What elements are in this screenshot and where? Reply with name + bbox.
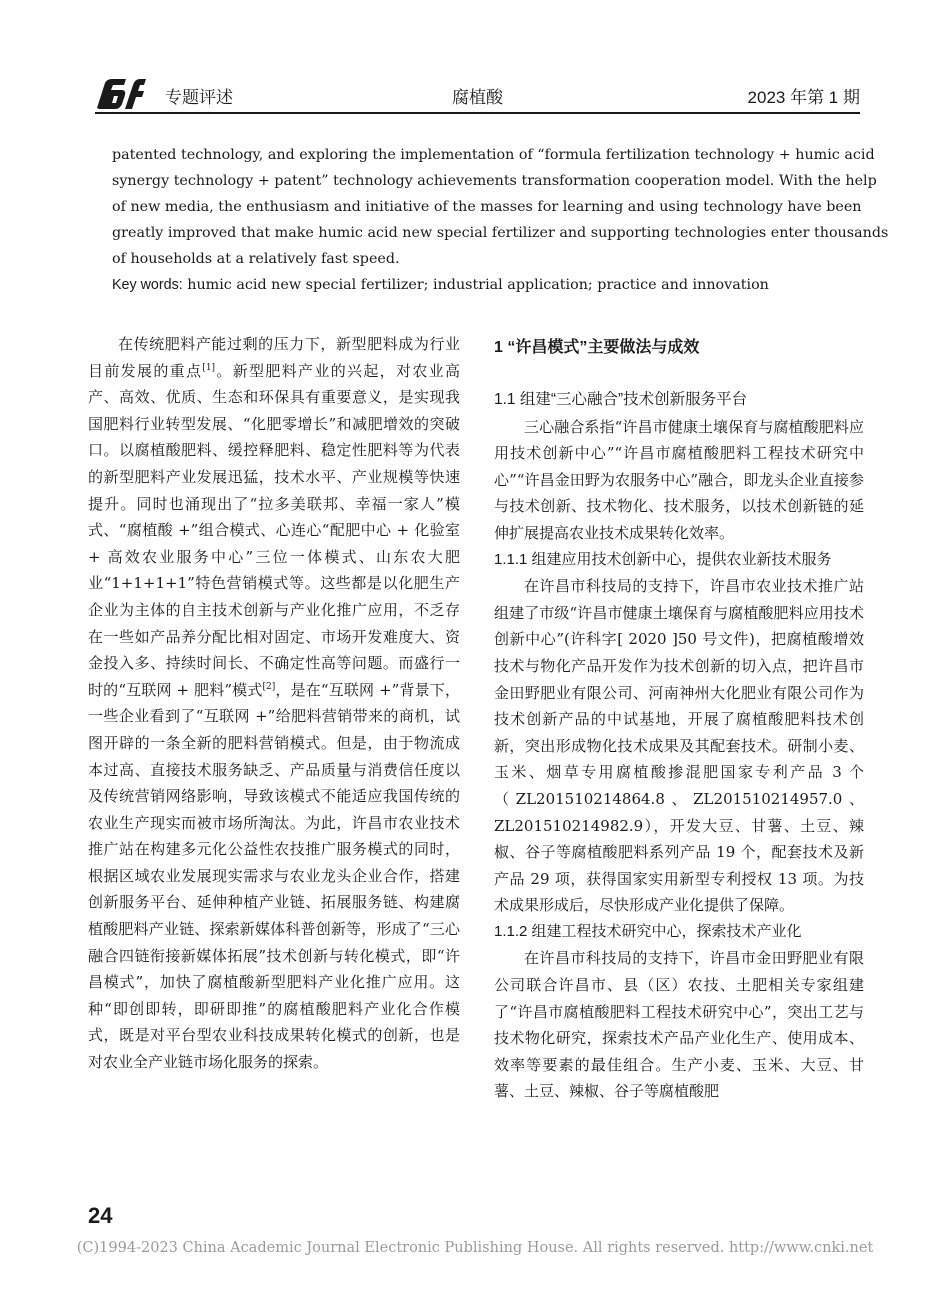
subsubsection-heading: 1.1.2 组建工程技术研究中心，探索技术产业化 [494,922,802,940]
abstract-line: patented technology, and exploring the implementation of “formula fertilization technology + humic acid [112,147,875,163]
left-column [88,331,460,1076]
keywords [112,272,840,298]
header-divider [95,112,860,114]
running-header [95,74,860,114]
keywords-label: Key words: [112,277,183,293]
abstract-line: of new media, the enthusiasm and initiative of the masses for learning and using technology have been [112,199,862,215]
keywords-text: humic acid new special fertilizer; industrial application; practice and innovation [182,277,769,293]
subsubsection-heading: 1.1.1 组建应用技术创新中心，提供农业新技术服务 [494,550,832,568]
page-number: 24 [88,1203,113,1228]
body-text: 。新型肥料产业的兴起，对农业高产、高效、优质、生态和环保具有重要意义，是实现我国肥料行业转型发展、“化肥零增长”和减肥增效的突破口。以腐植酸肥料、缓控释肥料、稳定性肥料等为代表的新型肥料产业发展迅猛，技术水平、产业规模等快速提升。同时也涌现出了“拉多美联邦、幸福一家人”模式、“腐植酸 +”组合模式、心连心“配肥中心 + 化验室 + 高效农业服务中心”三位一体模式、山东农大肥业“1+1+1+1”特色营销模式等。这些都是以化肥生产企业为主体的自主技术创新与产业化推广应用，不乏存在一些如产品养分配比相对固定、市场开发难度大、资金投入多、持续时间长、不确定性高等问题。而盛行一时的“互联网 + 肥料”模式 [88,361,460,699]
body-text: 在传统肥料产能过剩的压力下，新型肥料成为行业目前发展的重点 [88,335,460,380]
right-column [494,331,864,1105]
issue-label: 2023 年第 1 期 [747,88,860,107]
journal-title: 腐植酸 [452,88,503,107]
body-paragraph: 在许昌市科技局的支持下，许昌市农业技术推广站组建了市级“许昌市健康土壤保育与腐植酸肥料应用技术创新中心”(许科字[ 2020 ]50 号文件)，把腐植酸增效技术与物化产品开发作为技术创新的切入点，把许昌市金田野肥业有限公司、河南神州大化肥业有限公司作为技术创新产品的中试基地，开展了腐植酸肥料技术创新，突出形成物化技术成果及其配套技术。研制小麦、玉米、烟草专用腐植酸掺混肥国家专利产品 3 个（ZL201510214864.8、ZL201510214957.0、ZL201510214982.9），开发大豆、甘薯、土豆、辣椒、谷子等腐植酸肥料系列产品 19 个，配套技术及新产品 29 项，获得国家实用新型专利授权 13 项。为技术成果形成后，尽快形成产业化提供了保障。 [494,577,864,915]
citation-ref: [2] [262,681,276,692]
body-text: ，是在“互联网 +”背景下，一些企业看到了“互联网 +”给肥料营销带来的商机，试图开辟的一条全新的肥料营销模式。但是，由于物流成本过高、直接技术服务缺乏、产品质量与消费信任度以及传统营销网络影响，导致该模式不能适应我国传统的农业生产现实而被市场所淘汰。为此，许昌市农业技术推广站在构建多元化公益性农技推广服务模式的同时，根据区域农业发展现实需求与农业龙头企业合作，搭建创新服务平台、延伸种植产业链、拓展服务链、构建腐植酸肥料产业链、探索新媒体科普创新等，形成了“三心融合四链衔接新媒体拓展”技术创新与转化模式，即“许昌模式”，加快了腐植酸新型肥料产业化推广应用。这种“即创即转，即研即推”的腐植酸肥料产业化合作模式，既是对平台型农业科技成果转化模式的创新，也是对农业全产业链市场化服务的探索。 [88,680,460,1072]
body-paragraph: 在许昌市科技局的支持下，许昌市金田野肥业有限公司联合许昌市、县（区）农技、土肥相关专家组建了“许昌市腐植酸肥料工程技术研究中心”，突出工艺与技术物化研究，探索技术产品产业化生产、使用成本、效率等要素的最佳组合。生产小麦、玉米、大豆、甘薯、土豆、辣椒、谷子等腐植酸肥 [494,949,864,1101]
section-heading: 1 “许昌模式”主要做法与成效 [494,339,700,356]
abstract-line: synergy technology + patent” technology achievements transformation cooperation model. With the help [112,173,877,189]
citation-ref: [1] [202,362,216,373]
body-paragraph: 三心融合系指“许昌市健康土壤保育与腐植酸肥料应用技术创新中心”“许昌市腐植酸肥料工程技术研究中心”“许昌金田野为农服务中心”融合，即龙头企业直接参与技术创新、技术物化、技术服务，以技术创新链的延伸扩展提高农业技术成果转化效率。 [494,417,864,542]
abstract-line: greatly improved that make humic acid new special fertilizer and supporting technologies enter thousands [112,225,889,241]
subsection-heading: 1.1 组建“三心融合”技术创新服务平台 [494,391,748,408]
copyright-notice: (C)1994-2023 China Academic Journal Electronic Publishing House. All rights reserved. http://www.cnki.net [76,1240,874,1256]
intro-paragraph [88,331,460,1076]
abstract-line: of households at a relatively fast speed. [112,251,400,267]
section-title: 专题评述 [165,88,233,107]
abstract-text [112,142,889,272]
